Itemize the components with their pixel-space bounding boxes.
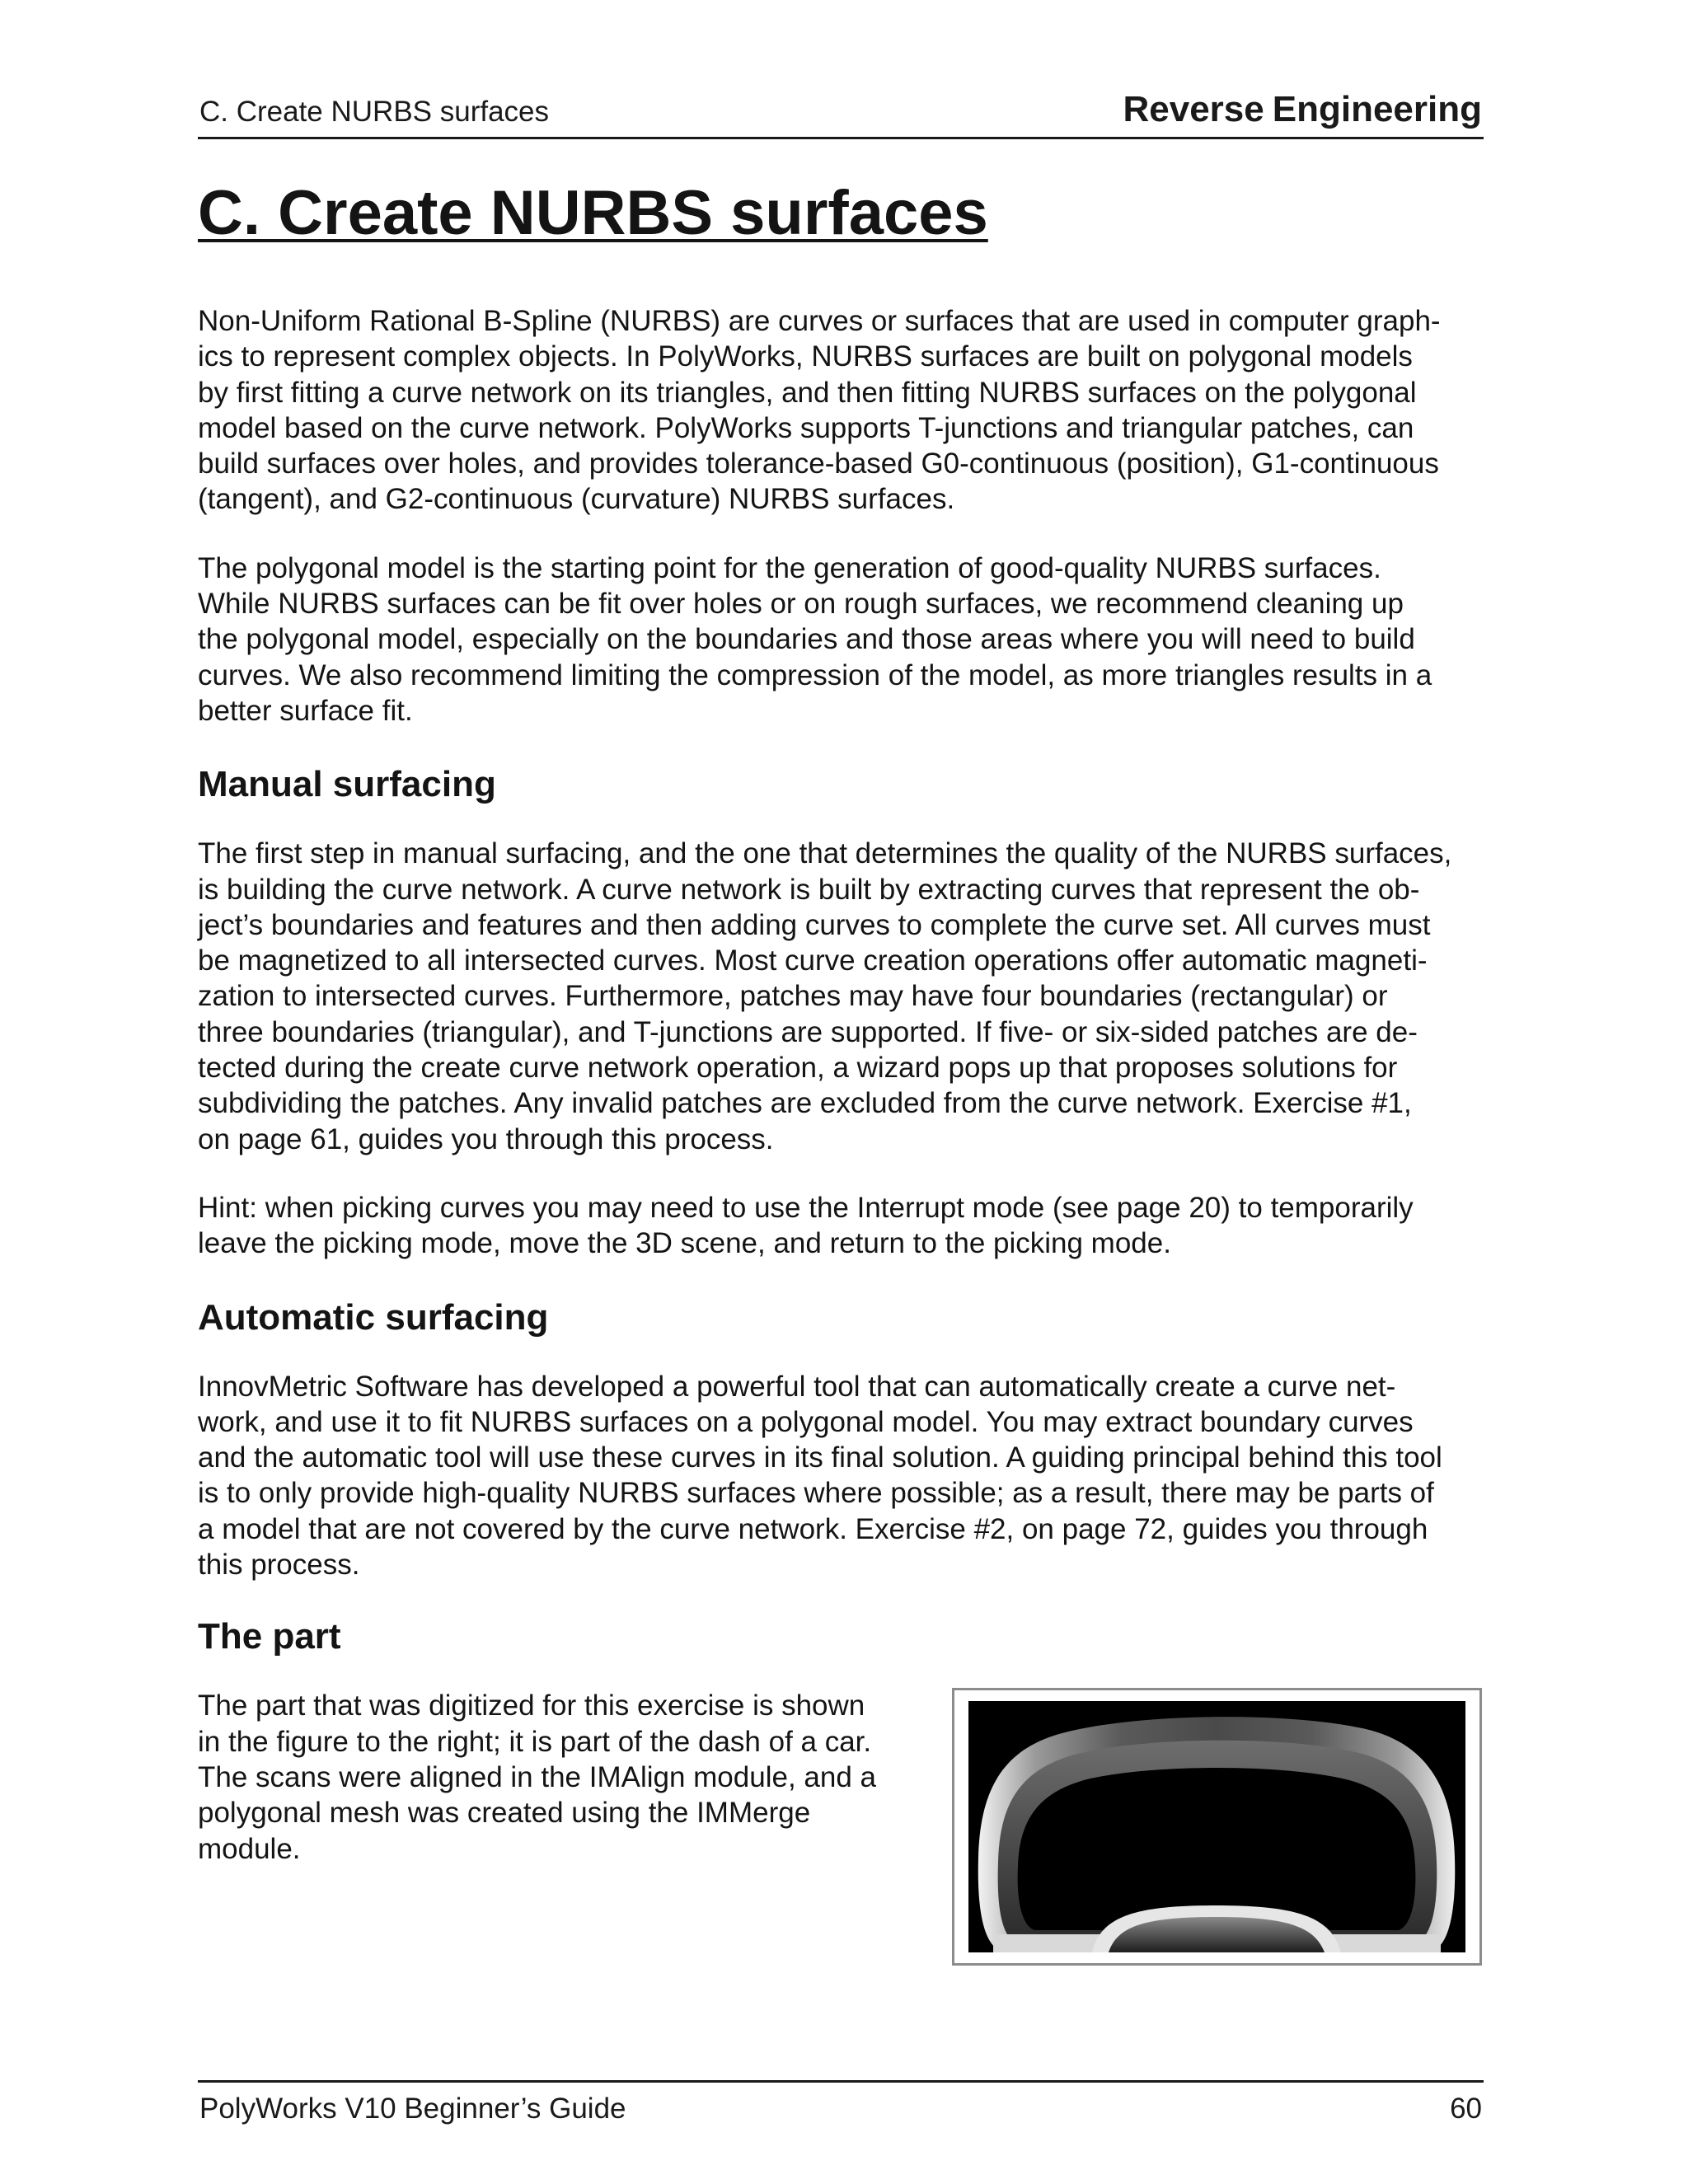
automatic-surfacing-heading: Automatic surfacing [198, 1296, 549, 1338]
page-title: C. Create NURBS surfaces [198, 178, 988, 248]
footer-book-title: PolyWorks V10 Beginner’s Guide [199, 2093, 626, 2125]
hint-paragraph: Hint: when picking curves you may need to use the Interrupt mode (see page 20) to temporarily leave the picking mode, move the 3D scene, and return to the picking mode. [198, 1191, 1414, 1260]
the-part-paragraph: The part that was digitized for this exercise is shown in the figure to the right; it is part of the dash of a car. The scans were aligned in the IMAlign module, and a polygonal mesh was created using the IMMerge module. [198, 1690, 876, 1865]
intro-paragraph-1: Non-Uniform Rational B-Spline (NURBS) are curves or surfaces that are used in computer graph- ics to represent complex objects. In PolyWorks, NURBS surfaces are built on polygonal models by first fitting a curve network on its triangles, and then fitting NURBS surfaces on the polygonal model based on the curve network. PolyWorks supports T-junctions and triangular patches, can build surfaces over holes, and provides tolerance-based G0-continuous (position), G1-continuous (tangent), and G2-continuous (curvature) NURBS surfaces. [198, 305, 1441, 516]
car-dash-part-figure [952, 1688, 1482, 1966]
car-dash-scan-image [968, 1701, 1465, 1952]
intro-paragraph-2: The polygonal model is the starting point for the generation of good-quality NURBS surfaces. While NURBS surfaces can be fit over holes or on rough surfaces, we recommend cleaning up the polygonal model, especially on the boundaries and those areas where you will need to build curves. We also recommend limiting the compression of the model, as more triangles results in a better surface fit. [198, 551, 1432, 727]
document-page [198, 0, 1484, 2184]
header-book-title [1123, 89, 1482, 130]
main-content [198, 303, 1484, 1867]
manual-surfacing-paragraph: The first step in manual surfacing, and the one that determines the quality of the NURBS surfaces, is building the curve network. A curve network is built by extracting curves that represent the ob- ject’s boundaries and features and then adding curves to complete the curve set. All curves must be magnetized to all intersected curves. Most curve creation operations offer automatic magneti- zation to intersected curves. Furthermore, patches may have four boundaries (rectangular) or three boundaries (triangular), and T-junctions are supported. If five- or six-sided patches are de- tected during the create curve network operation, a wizard pops up that proposes solutions for subdividing the patches. Any invalid patches are excluded from the curve network. Exercise #1, on page 61, guides you through this process. [198, 837, 1452, 1155]
the-part-heading: The part [198, 1616, 341, 1657]
running-header [198, 86, 1484, 139]
automatic-surfacing-paragraph: InnovMetric Software has developed a powerful tool that can automatically create a curve net- work, and use it to fit NURBS surfaces on a polygonal model. You may extract boundary curves and the automatic tool will use these curves in its final solution. A guiding principal behind this tool is to only provide high-quality NURBS surfaces where possible; as a result, there may be parts of a model that are not covered by the curve network. Exercise #2, on page 72, guides you through this process. [198, 1370, 1442, 1582]
running-footer [198, 2080, 1484, 2125]
header-section-title: C. Create NURBS surfaces [199, 96, 550, 128]
manual-surfacing-heading: Manual surfacing [198, 764, 496, 805]
footer-page-number: 60 [1450, 2093, 1482, 2125]
header-book-word-2: Engineering [1272, 89, 1482, 129]
header-book-word-1: Reverse [1123, 89, 1264, 129]
